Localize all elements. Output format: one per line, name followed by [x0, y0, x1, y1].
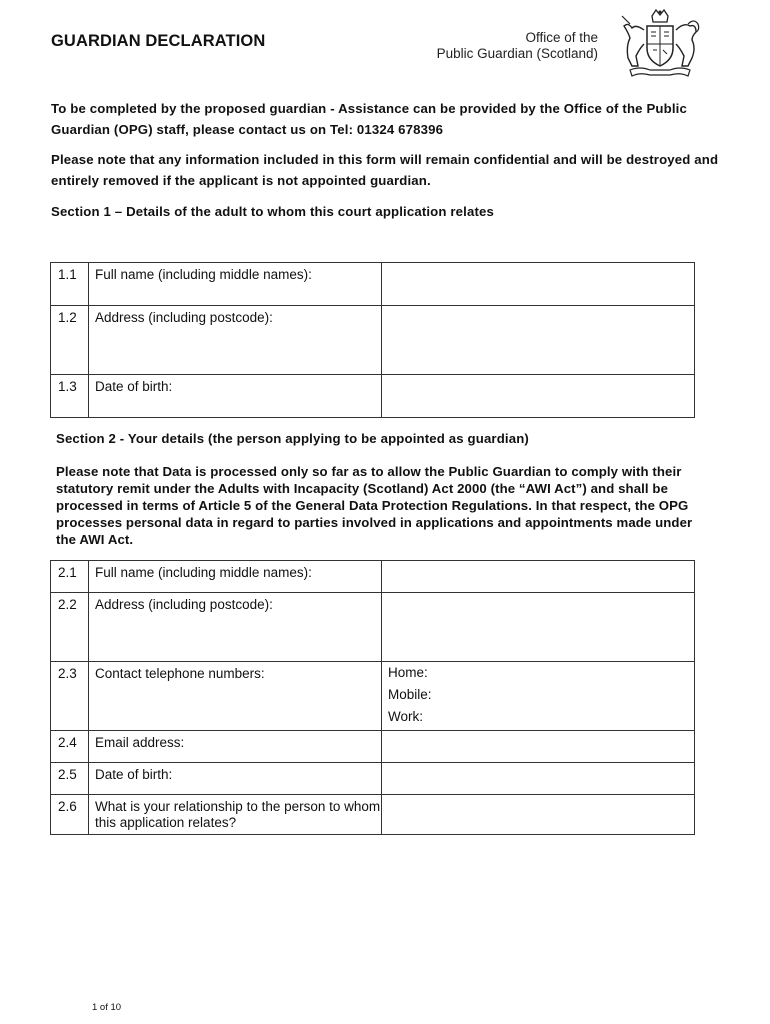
- row-label: Date of birth:: [89, 763, 382, 795]
- table-row: [51, 731, 695, 763]
- data-processing-note: Please note that Data is processed only so far as to allow the Public Guardian to comply with their statutory remit under the Adults with Incapacity (Scotland) Act 2000 (the “AWI Act”) and shall be processed in terms of Article 5 of the General Data Protection Regulations. In that respect, the OPG processes personal data in regard to parties involved in applications and appointments made under the AWI Act.: [56, 464, 693, 547]
- row-number: 2.6: [51, 795, 89, 835]
- row-number: 1.2: [51, 306, 89, 375]
- section1-table: [50, 262, 695, 418]
- address-field[interactable]: [382, 306, 695, 375]
- work-phone-field[interactable]: Work:: [388, 709, 424, 724]
- row-label: Contact telephone numbers:: [89, 662, 382, 731]
- row-number: 2.3: [51, 662, 89, 731]
- table-row: [51, 375, 695, 418]
- row-label: Full name (including middle names):: [89, 263, 382, 306]
- row-label: Email address:: [89, 731, 382, 763]
- row-label: Full name (including middle names):: [89, 561, 382, 593]
- logo-line-2: Public Guardian (Scotland): [436, 46, 598, 61]
- table-row: [51, 763, 695, 795]
- confidentiality-paragraph: Please note that any information included in this form will remain confidential and will be destroyed and entirely removed if the applicant is not appointed guardian.: [51, 152, 719, 188]
- applicant-full-name-field[interactable]: [382, 561, 695, 593]
- row-number: 2.2: [51, 593, 89, 662]
- applicant-date-of-birth-field[interactable]: [382, 763, 695, 795]
- table-row: [51, 263, 695, 306]
- relationship-field[interactable]: [382, 795, 695, 835]
- section1-heading: Section 1 – Details of the adult to whom this court application relates: [51, 204, 494, 219]
- royal-coat-of-arms-icon: [610, 8, 710, 80]
- table-row: [51, 561, 695, 593]
- row-number: 2.5: [51, 763, 89, 795]
- row-label: What is your relationship to the person to whom this application relates?: [89, 795, 382, 835]
- full-name-field[interactable]: [382, 263, 695, 306]
- mobile-phone-field[interactable]: Mobile:: [388, 687, 432, 702]
- page-title: GUARDIAN DECLARATION: [51, 32, 266, 50]
- opg-logo-text: [437, 30, 598, 62]
- home-phone-field[interactable]: Home:: [388, 665, 428, 680]
- email-field[interactable]: [382, 731, 695, 763]
- logo-line-1: Office of the: [525, 30, 598, 45]
- row-number: 1.3: [51, 375, 89, 418]
- row-number: 1.1: [51, 263, 89, 306]
- assistance-paragraph: To be completed by the proposed guardian - Assistance can be provided by the Office of the Public Guardian (OPG) staff, please contact us on Tel: 01324 678396: [51, 101, 687, 137]
- applicant-address-field[interactable]: [382, 593, 695, 662]
- table-row: [51, 662, 695, 731]
- row-label: Address (including postcode):: [89, 306, 382, 375]
- table-row: [51, 593, 695, 662]
- table-row: [51, 306, 695, 375]
- row-number: 2.4: [51, 731, 89, 763]
- page-number: 1 of 10: [92, 1002, 122, 1013]
- row-number: 2.1: [51, 561, 89, 593]
- date-of-birth-field[interactable]: [382, 375, 695, 418]
- table-row: [51, 795, 695, 835]
- row-label: Date of birth:: [89, 375, 382, 418]
- section2-table: [50, 560, 695, 835]
- section2-heading: Section 2 - Your details (the person applying to be appointed as guardian): [56, 431, 529, 446]
- phone-numbers-cell: [382, 662, 695, 731]
- row-label: Address (including postcode):: [89, 593, 382, 662]
